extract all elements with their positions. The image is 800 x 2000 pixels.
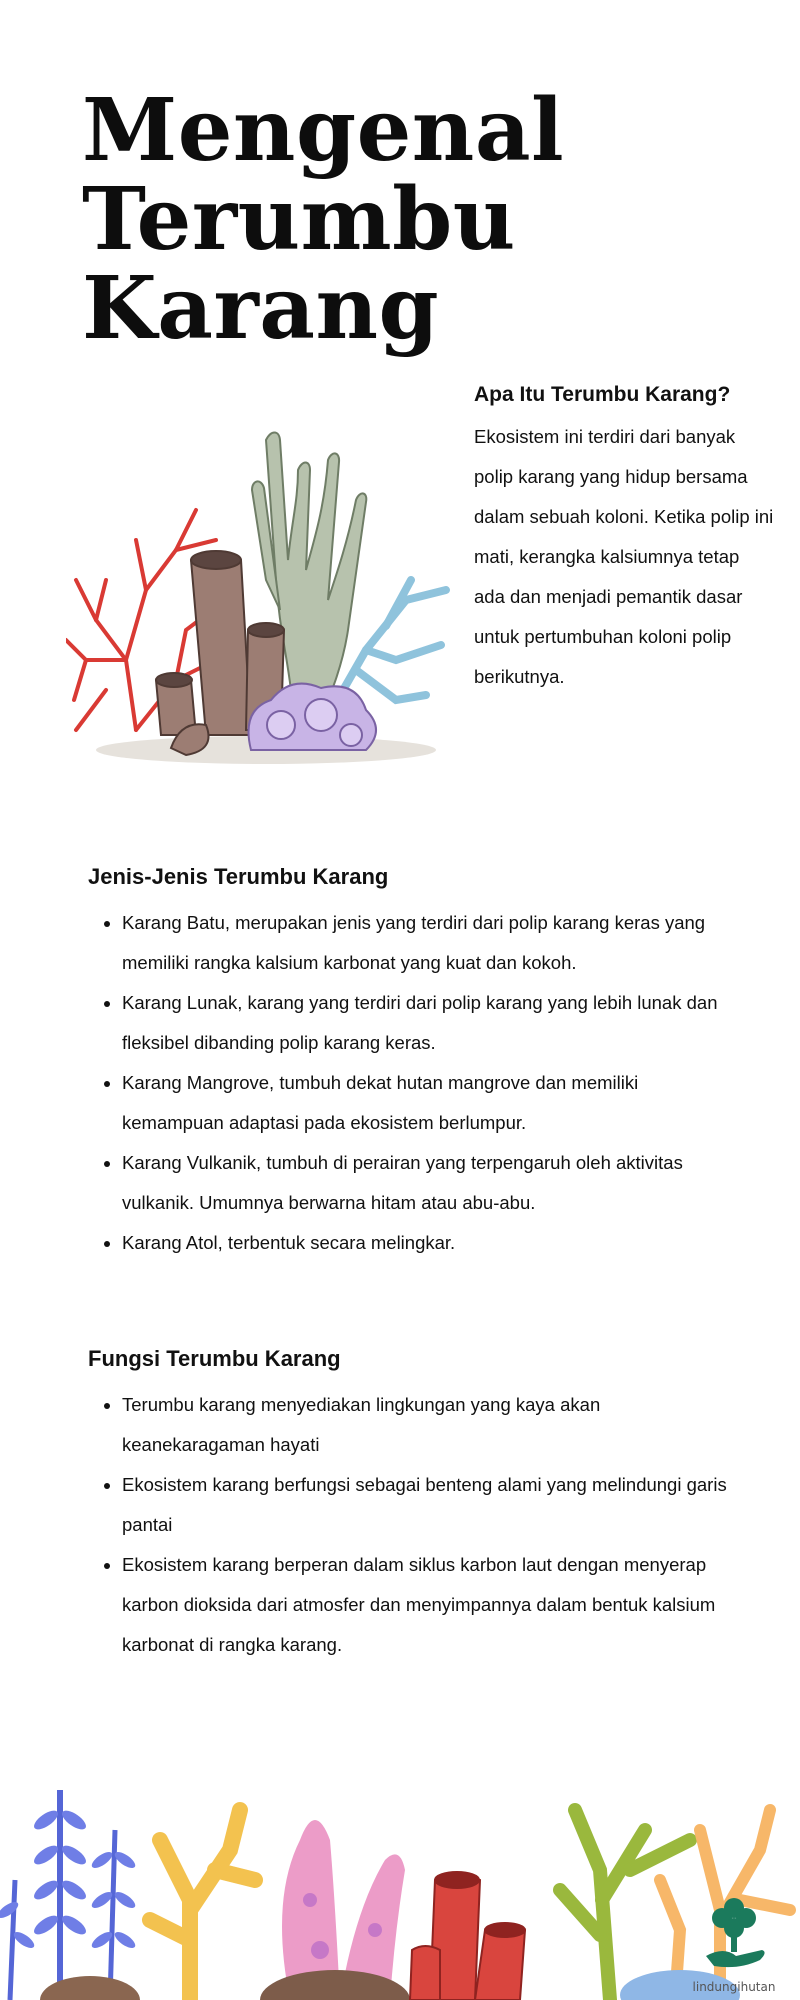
tree-hand-logo-icon — [684, 1886, 784, 1976]
list-item: • Karang Lunak, karang yang terdiri dari polip karang yang lebih lunak dan fleksibel dibanding polip karang keras. — [122, 983, 728, 1063]
red-tube-sponge — [410, 1872, 525, 2000]
list-item: • Karang Batu, merupakan jenis yang terdiri dari polip karang keras yang memiliki rangka kalsium karbonat yang kuat dan kokoh. — [122, 903, 728, 983]
title-line-1: Mengenal — [82, 80, 565, 181]
list-item: • Karang Vulkanik, tumbuh di perairan yang terpengaruh oleh aktivitas vulkanik. Umumnya berwarna hitam atau abu-abu. — [122, 1143, 728, 1223]
coral-functions-list — [88, 1385, 728, 1665]
list-item: • Ekosistem karang berfungsi sebagai benteng alami yang melindungi garis pantai — [122, 1465, 728, 1545]
footer-coral-border — [0, 1760, 800, 2000]
coral-types-section — [88, 857, 728, 1263]
list-item: • Karang Mangrove, tumbuh dekat hutan mangrove dan memiliki kemampuan adaptasi pada ekosistem berlumpur. — [122, 1063, 728, 1143]
intro-heading: Apa Itu Terumbu Karang? — [474, 383, 731, 406]
page-title — [82, 80, 565, 359]
yellow-branch-coral — [150, 1810, 255, 2000]
coral-types-heading: Jenis-Jenis Terumbu Karang — [88, 864, 389, 889]
intro-body: Ekosistem ini terdiri dari banyak polip karang yang hidup bersama dalam sebuah koloni. Ketika polip ini mati, kerangka kalsiumnya tetap ada dan menjadi pemantik dasar untuk pertumbuhan koloni polip berikutnya. — [474, 426, 774, 687]
coral-functions-heading: Fungsi Terumbu Karang — [88, 1346, 341, 1371]
intro-section — [474, 372, 774, 697]
coral-illustration — [66, 430, 466, 780]
list-item: • Ekosistem karang berperan dalam siklus karbon laut dengan menyerap karbon dioksida dari atmosfer dan menyimpannya dalam bentuk kalsium karbonat di rangka karang. — [122, 1545, 728, 1665]
blue-fern-coral — [0, 1790, 138, 2000]
brown-rock — [40, 1976, 140, 2000]
coral-types-list — [88, 903, 728, 1263]
brand-logo — [684, 1886, 784, 2000]
title-line-2: Terumbu — [82, 169, 516, 270]
brand-name: lindungihutan — [692, 1980, 776, 1994]
title-line-3: Karang — [82, 258, 440, 359]
list-item: • Terumbu karang menyediakan lingkungan yang kaya akan keanekaragaman hayati — [122, 1385, 728, 1465]
list-item: • Karang Atol, terbentuk secara melingkar. — [122, 1223, 728, 1263]
coral-functions-section — [88, 1339, 728, 1665]
